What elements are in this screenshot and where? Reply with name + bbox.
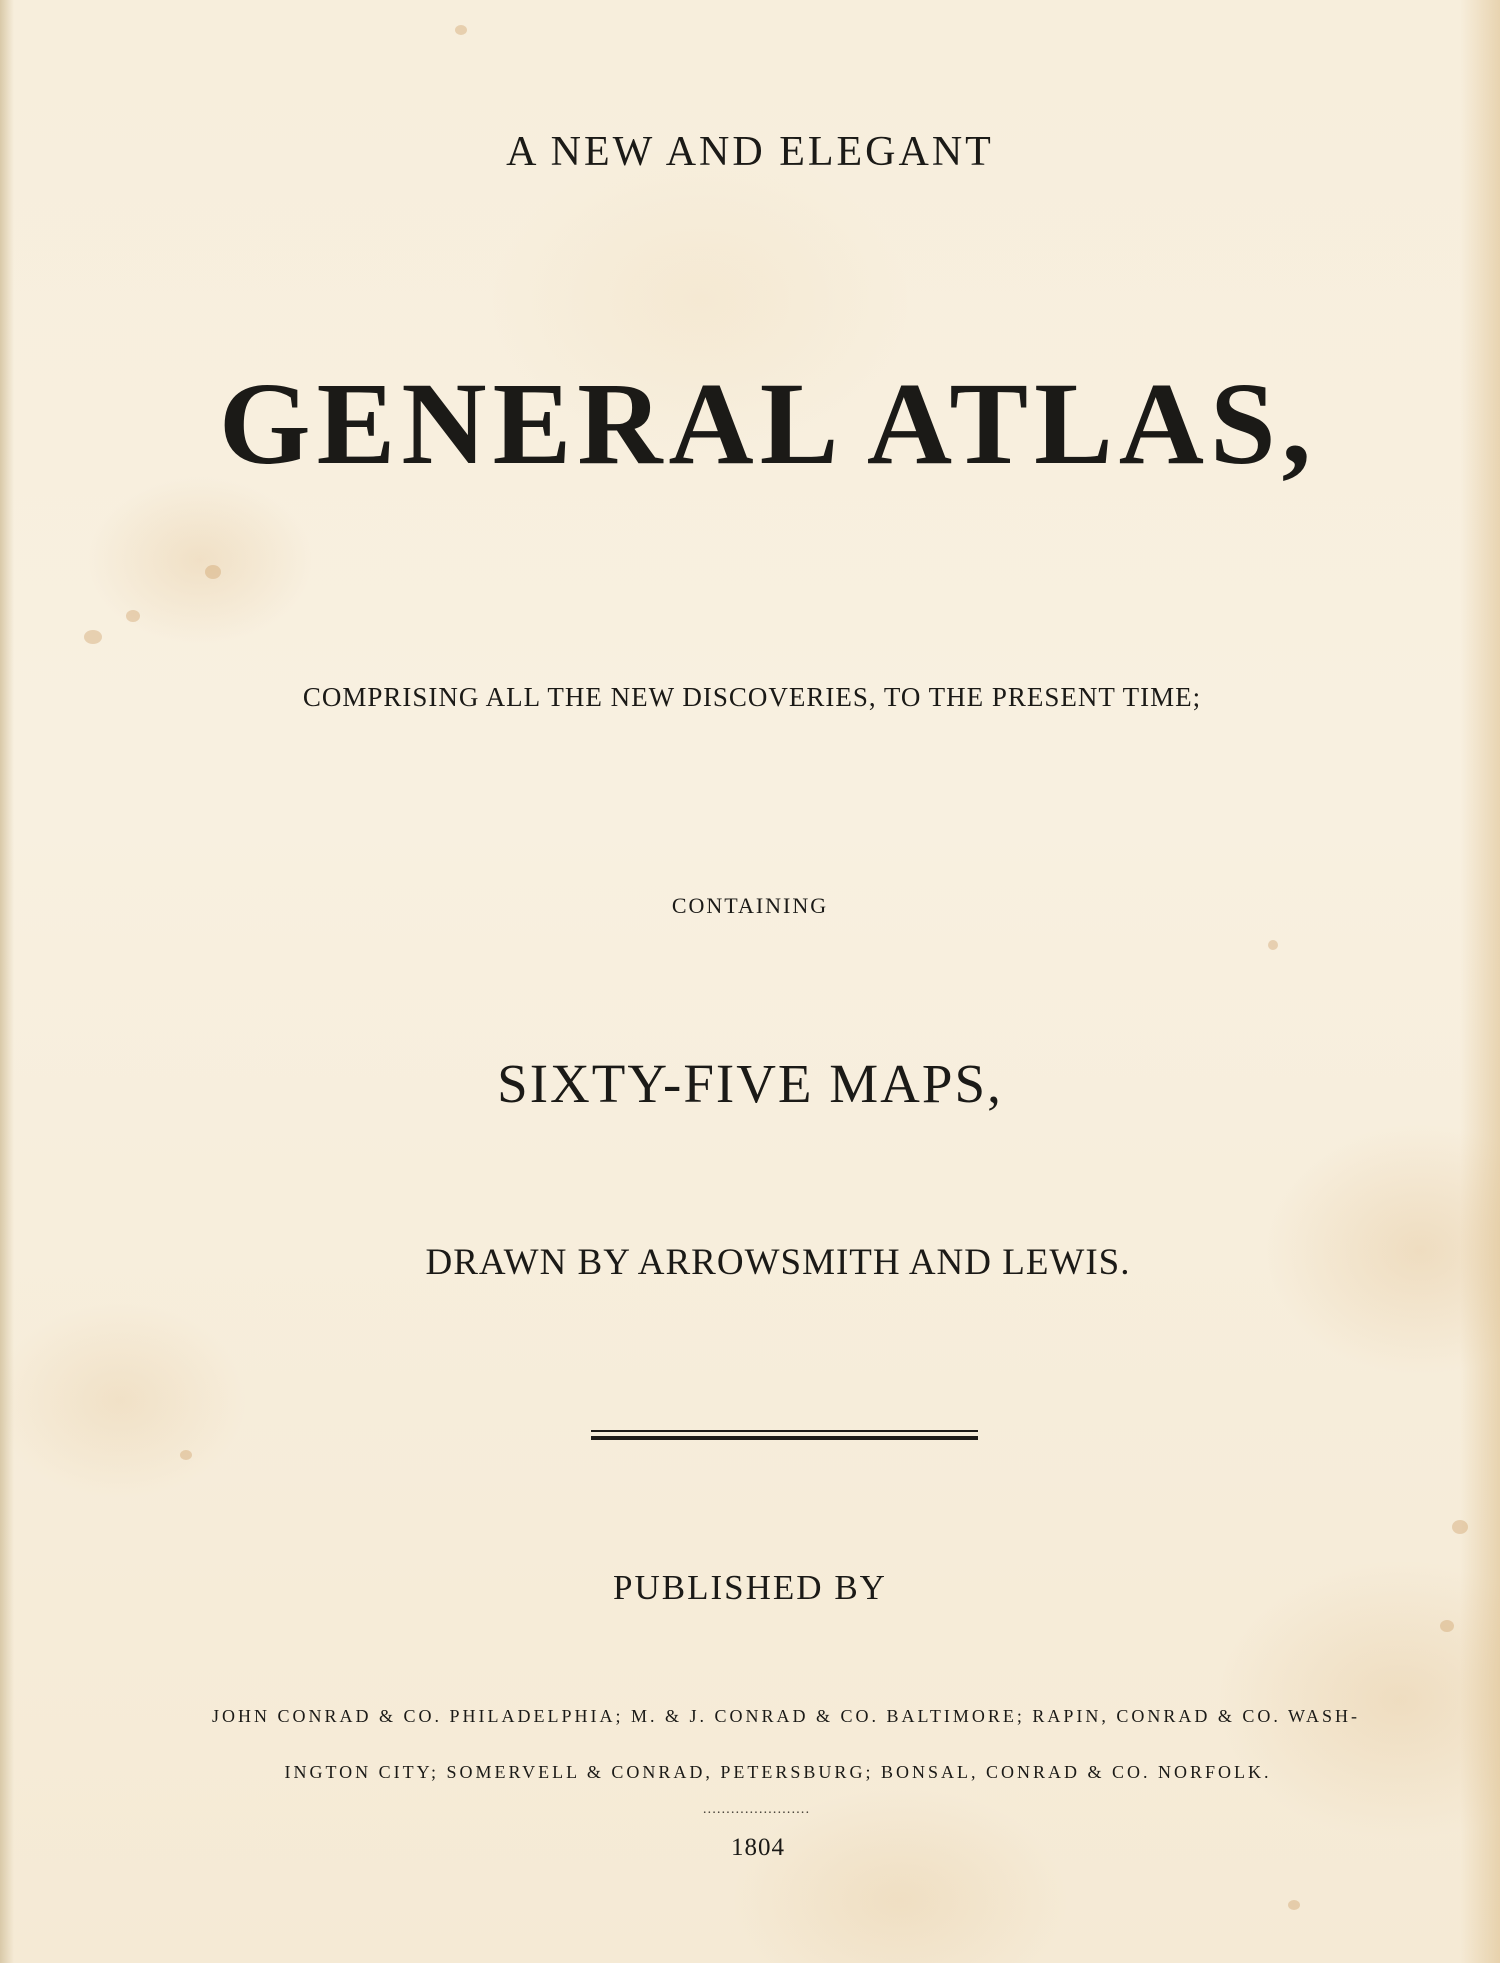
foxing-spot <box>84 630 102 644</box>
foxing-spot <box>126 610 140 622</box>
publication-year: 1804 <box>731 1834 785 1861</box>
main-title: GENERAL ATLAS, <box>218 358 1318 489</box>
rule-thick-line <box>591 1436 978 1440</box>
imprint-line-1: JOHN CONRAD & CO. PHILADELPHIA; M. & J. CONRAD & CO. BALTIMORE; RAPIN, CONRAD & CO. WASH- <box>211 1706 1361 1726</box>
published-by-label: PUBLISHED BY <box>613 1568 887 1607</box>
foxing-spot <box>1288 1900 1300 1910</box>
heading-small: A NEW AND ELEGANT <box>506 129 994 175</box>
foxing-spot <box>1268 940 1278 950</box>
page-edge-right <box>1460 0 1500 1963</box>
imprint-line-2: INGTON CITY; SOMERVELL & CONRAD, PETERSBURG; BONSAL, CONRAD & CO. NORFOLK. <box>284 1762 1272 1782</box>
foxing-spot <box>1452 1520 1468 1534</box>
subtitle: COMPRISING ALL THE NEW DISCOVERIES, TO THE PRESENT TIME; <box>302 682 1202 712</box>
foxing-spot <box>205 565 221 579</box>
maps-heading: SIXTY-FIVE MAPS, <box>497 1053 1003 1114</box>
page-edge-left <box>0 0 14 1963</box>
drawn-by-line: DRAWN BY ARROWSMITH AND LEWIS. <box>425 1242 1131 1283</box>
rule-thin-line <box>591 1430 978 1432</box>
containing-label: CONTAINING <box>671 893 829 918</box>
dotted-ornament: ······················· <box>702 1806 810 1821</box>
double-rule-divider <box>591 1430 978 1442</box>
foxing-spot <box>1440 1620 1454 1632</box>
foxing-spot <box>455 25 467 35</box>
foxing-spot <box>180 1450 192 1460</box>
